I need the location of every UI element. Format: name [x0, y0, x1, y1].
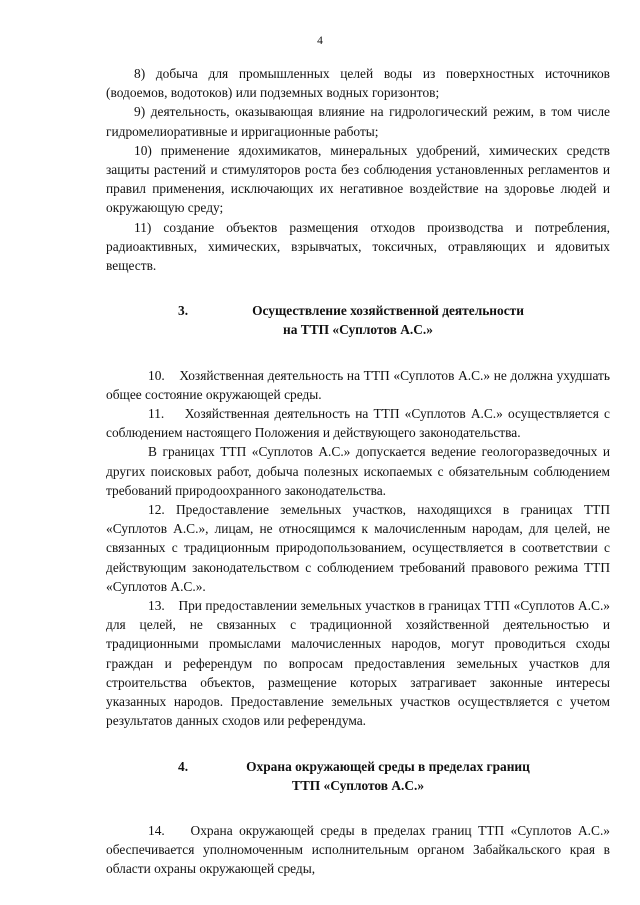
paragraph-13: 13. При предоставлении земельных участков в границах ТТП «Суплотов А.С.» для целей, не связанных с традиционной хозяйственной деятельностью и традиционными промыслами малочисленных народов, могут проводиться сходы граждан и референдум по вопросам предоставления земельных участков для строительства объектов, размещение которых затрагивает законные интересы указанных народов. Предоставление земельных участков осуществляется с учетом результатов данных сходов или референдума.: [106, 598, 614, 729]
section-4-title-line2: ТТП «Суплотов А.С.»: [291, 777, 425, 793]
list-item-9: 9) деятельность, оказывающая влияние на гидрологический режим, в том числе гидромелиоративные и ирригационные работы;: [106, 104, 610, 139]
section-4-title-line1: Охрана окружающей среды в пределах границ: [246, 758, 530, 774]
page-number: 4: [317, 35, 323, 47]
document-body: [106, 64, 614, 879]
paragraph-10: 10. Хозяйственная деятельность на ТТП «Суплотов А.С.» не должна ухудшать общее состояние окружающей среды.: [106, 367, 614, 402]
paragraph-12: 12. Предоставление земельных участков, находящихся в границах ТТП «Суплотов А.С.», лицам, не относящимся к малочисленным народам, для целей, не связанных с традиционным природопользованием, осуществляется в соответствии с действующим законодательством с соблюдением требований правового режима ТТП «Суплотов А.С.».: [106, 502, 610, 594]
list-item-8: 8) добыча для промышленных целей воды из поверхностных источников (водоемов, водотоков) или подземных водных горизонтов;: [106, 66, 610, 101]
section-3-heading: [106, 301, 610, 339]
section-3-number: 3.: [178, 303, 189, 319]
paragraph-geology: В границах ТТП «Суплотов А.С.» допускается ведение геологоразведочных и других поисковых работ, добыча полезных ископаемых с обязательным соблюдением требований природоохранного законодательства.: [106, 444, 610, 498]
section-3-title-line2: на ТТП «Суплотов А.С.»: [283, 322, 433, 338]
paragraph-14: 14. Охрана окружающей среды в пределах границ ТТП «Суплотов А.С.» обеспечивается уполномоченным исполнительным органом Забайкальского края в области охраны окружающей среды,: [106, 822, 614, 877]
section-4-number: 4.: [178, 758, 189, 774]
paragraph-11: 11. Хозяйственная деятельность на ТТП «Суплотов А.С.» осуществляется с соблюдением настоящего Положения и действующего законодательства.: [106, 406, 614, 441]
list-item-10: 10) применение ядохимикатов, минеральных удобрений, химических средств защиты растений и стимуляторов роста без соблюдения установленных регламентов и правил применения, исключающих их негативное воздействие на здоровье людей и окружающую среду;: [106, 142, 610, 216]
section-3-title-line1: Осуществление хозяйственной деятельности: [252, 303, 524, 319]
list-item-11: 11) создание объектов размещения отходов производства и потребления, радиоактивных, химических, взрывчатых, токсичных, отравляющих и ядовитых веществ.: [106, 219, 610, 274]
section-4-heading: [106, 757, 610, 795]
